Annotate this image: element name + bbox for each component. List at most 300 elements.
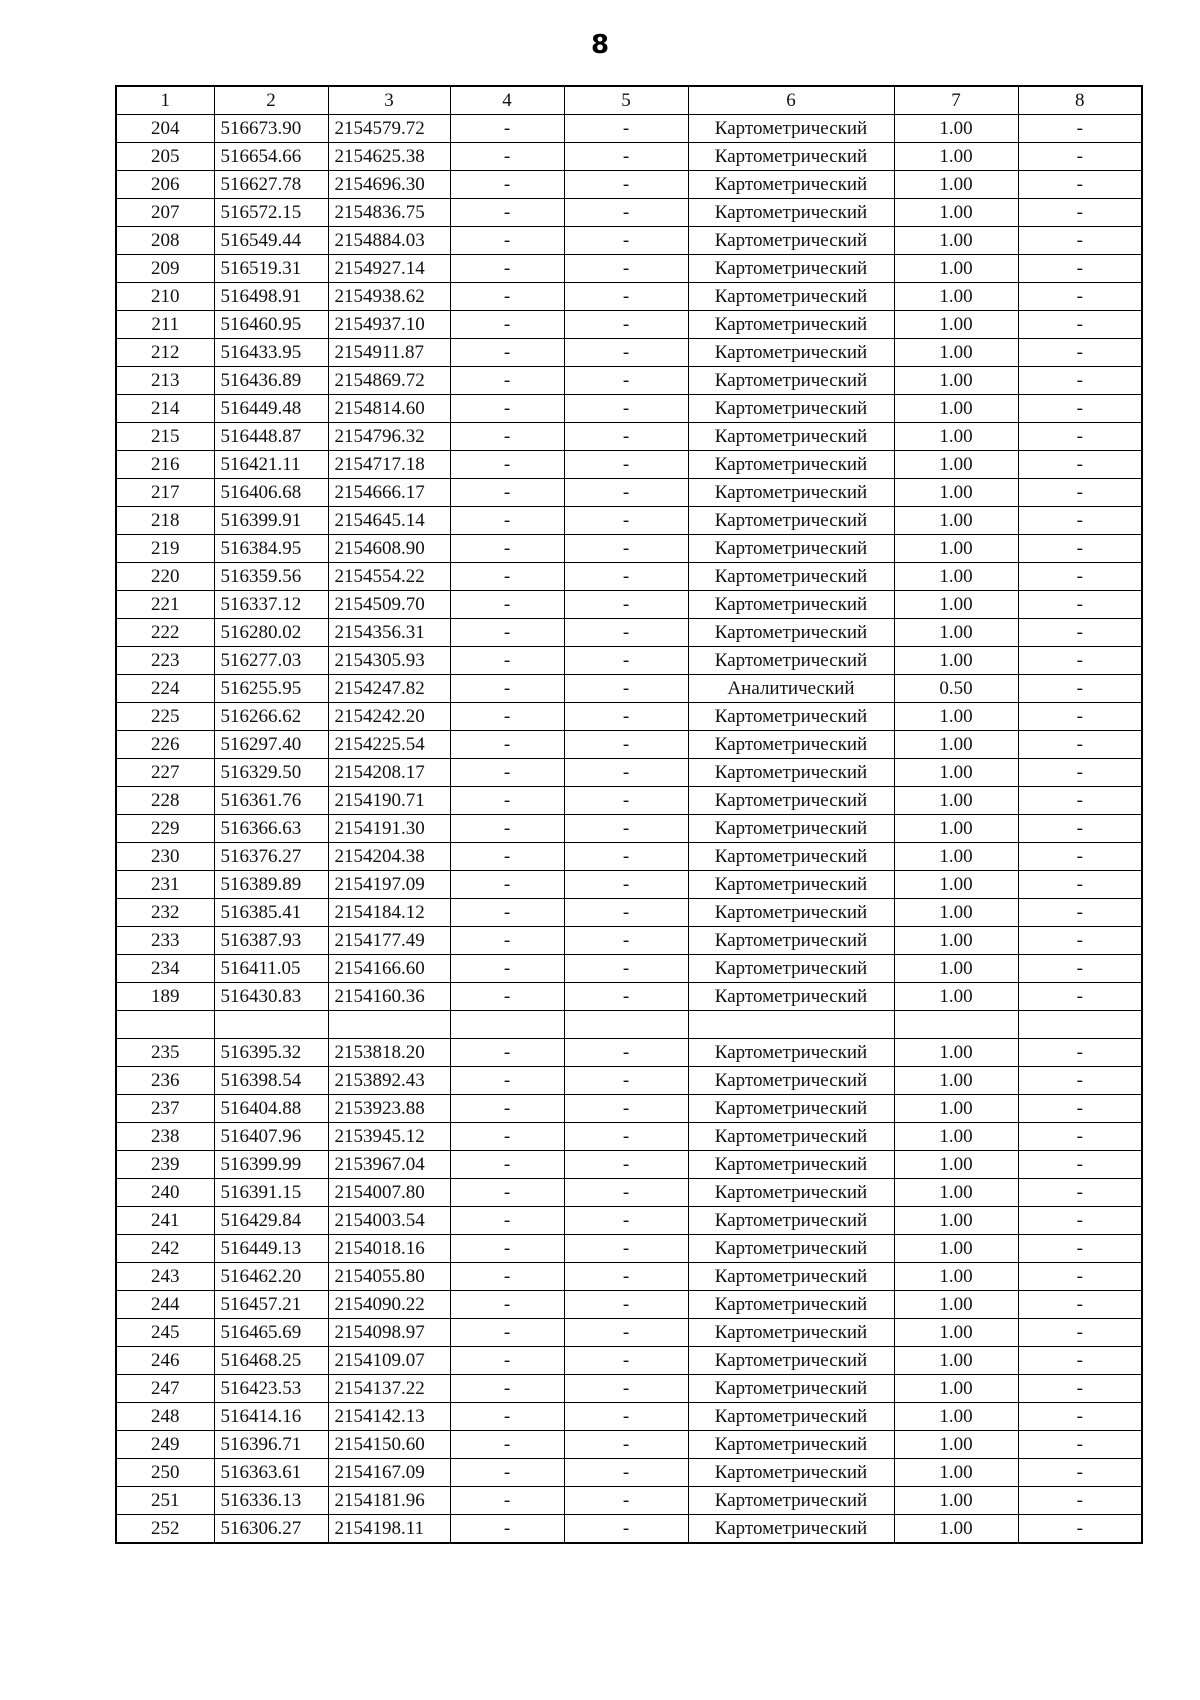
y-coordinate-cell: 2153967.04 (328, 1151, 450, 1179)
col4-cell: - (450, 451, 564, 479)
table-row (116, 899, 1142, 927)
col5-cell: - (564, 1039, 688, 1067)
point-number-cell: 245 (116, 1319, 214, 1347)
y-coordinate-cell: 2154177.49 (328, 927, 450, 955)
method-cell: Картометрический (688, 1459, 894, 1487)
y-coordinate-cell: 2154911.87 (328, 339, 450, 367)
col5-cell: - (564, 395, 688, 423)
col4-cell: - (450, 759, 564, 787)
method-cell: Картометрический (688, 143, 894, 171)
table-row (116, 759, 1142, 787)
y-coordinate-cell: 2154836.75 (328, 199, 450, 227)
method-cell: Картометрический (688, 1515, 894, 1544)
col5-cell: - (564, 927, 688, 955)
accuracy-cell: 1.00 (894, 1291, 1018, 1319)
table-row (116, 1291, 1142, 1319)
point-number-cell: 217 (116, 479, 214, 507)
col4-cell: - (450, 1347, 564, 1375)
method-cell: Картометрический (688, 1067, 894, 1095)
x-coordinate-cell: 516465.69 (214, 1319, 328, 1347)
table-row (116, 1487, 1142, 1515)
page-number: 8 (590, 30, 610, 60)
col5-cell: - (564, 1487, 688, 1515)
col8-cell: - (1018, 759, 1142, 787)
accuracy-cell: 1.00 (894, 955, 1018, 983)
table-row (116, 675, 1142, 703)
col8-cell: - (1018, 339, 1142, 367)
col8-cell: - (1018, 227, 1142, 255)
method-cell: Картометрический (688, 451, 894, 479)
col4-cell: - (450, 1263, 564, 1291)
col8-cell: - (1018, 731, 1142, 759)
accuracy-cell: 1.00 (894, 423, 1018, 451)
accuracy-cell: 1.00 (894, 1179, 1018, 1207)
y-coordinate-cell: 2154090.22 (328, 1291, 450, 1319)
x-coordinate-cell: 516430.83 (214, 983, 328, 1011)
col5-cell: - (564, 115, 688, 143)
method-cell: Картометрический (688, 283, 894, 311)
col8-cell: - (1018, 171, 1142, 199)
y-coordinate-cell: 2154109.07 (328, 1347, 450, 1375)
accuracy-cell: 1.00 (894, 787, 1018, 815)
accuracy-cell: 1.00 (894, 507, 1018, 535)
method-cell: Картометрический (688, 1403, 894, 1431)
col4-cell: - (450, 1207, 564, 1235)
x-coordinate-cell: 516449.48 (214, 395, 328, 423)
method-cell: Картометрический (688, 1235, 894, 1263)
column-header: 5 (564, 86, 688, 115)
accuracy-cell: 1.00 (894, 283, 1018, 311)
accuracy-cell: 1.00 (894, 759, 1018, 787)
x-coordinate-cell (214, 1011, 328, 1039)
method-cell: Картометрический (688, 395, 894, 423)
table-row (116, 1375, 1142, 1403)
col4-cell: - (450, 983, 564, 1011)
col8-cell: - (1018, 1179, 1142, 1207)
col8-cell: - (1018, 1067, 1142, 1095)
x-coordinate-cell: 516336.13 (214, 1487, 328, 1515)
accuracy-cell (894, 1011, 1018, 1039)
col4-cell: - (450, 787, 564, 815)
table-row (116, 1319, 1142, 1347)
col5-cell: - (564, 871, 688, 899)
col5-cell: - (564, 1095, 688, 1123)
col5-cell: - (564, 171, 688, 199)
point-number-cell: 238 (116, 1123, 214, 1151)
point-number-cell: 206 (116, 171, 214, 199)
col5-cell: - (564, 955, 688, 983)
col8-cell: - (1018, 1375, 1142, 1403)
y-coordinate-cell: 2154191.30 (328, 815, 450, 843)
method-cell: Картометрический (688, 759, 894, 787)
col8-cell: - (1018, 1487, 1142, 1515)
point-number-cell: 215 (116, 423, 214, 451)
y-coordinate-cell: 2154225.54 (328, 731, 450, 759)
col4-cell: - (450, 1067, 564, 1095)
col5-cell: - (564, 283, 688, 311)
x-coordinate-cell: 516423.53 (214, 1375, 328, 1403)
table-row (116, 1207, 1142, 1235)
col5-cell: - (564, 1123, 688, 1151)
table-row (116, 731, 1142, 759)
col4-cell: - (450, 1487, 564, 1515)
col4-cell: - (450, 1039, 564, 1067)
accuracy-cell: 1.00 (894, 535, 1018, 563)
accuracy-cell: 1.00 (894, 815, 1018, 843)
point-number-cell: 240 (116, 1179, 214, 1207)
method-cell: Картометрический (688, 983, 894, 1011)
col8-cell: - (1018, 647, 1142, 675)
col4-cell: - (450, 535, 564, 563)
table-row (116, 843, 1142, 871)
method-cell: Картометрический (688, 227, 894, 255)
table-row (116, 367, 1142, 395)
x-coordinate-cell: 516572.15 (214, 199, 328, 227)
col8-cell: - (1018, 1207, 1142, 1235)
col5-cell: - (564, 759, 688, 787)
table-row (116, 311, 1142, 339)
y-coordinate-cell: 2154937.10 (328, 311, 450, 339)
col8-cell: - (1018, 115, 1142, 143)
method-cell: Картометрический (688, 339, 894, 367)
x-coordinate-cell: 516363.61 (214, 1459, 328, 1487)
col4-cell: - (450, 1459, 564, 1487)
col8-cell: - (1018, 815, 1142, 843)
point-number-cell: 219 (116, 535, 214, 563)
y-coordinate-cell: 2154007.80 (328, 1179, 450, 1207)
table-row (116, 927, 1142, 955)
col8-cell: - (1018, 311, 1142, 339)
table-row (116, 451, 1142, 479)
y-coordinate-cell: 2154003.54 (328, 1207, 450, 1235)
y-coordinate-cell: 2154305.93 (328, 647, 450, 675)
col4-cell: - (450, 1095, 564, 1123)
y-coordinate-cell: 2154696.30 (328, 171, 450, 199)
y-coordinate-cell: 2154098.97 (328, 1319, 450, 1347)
table-row (116, 1123, 1142, 1151)
y-coordinate-cell: 2154160.36 (328, 983, 450, 1011)
col4-cell: - (450, 1291, 564, 1319)
accuracy-cell: 1.00 (894, 563, 1018, 591)
point-number-cell: 220 (116, 563, 214, 591)
column-header: 7 (894, 86, 1018, 115)
x-coordinate-cell: 516384.95 (214, 535, 328, 563)
col8-cell: - (1018, 871, 1142, 899)
col5-cell: - (564, 899, 688, 927)
y-coordinate-cell: 2154208.17 (328, 759, 450, 787)
point-number-cell (116, 1011, 214, 1039)
y-coordinate-cell: 2154884.03 (328, 227, 450, 255)
y-coordinate-cell: 2154150.60 (328, 1431, 450, 1459)
method-cell: Картометрический (688, 731, 894, 759)
col8-cell (1018, 1011, 1142, 1039)
col8-cell: - (1018, 1459, 1142, 1487)
x-coordinate-cell: 516396.71 (214, 1431, 328, 1459)
method-cell: Аналитический (688, 675, 894, 703)
col4-cell: - (450, 619, 564, 647)
col4-cell: - (450, 1375, 564, 1403)
col5-cell: - (564, 367, 688, 395)
col4-cell: - (450, 1515, 564, 1544)
y-coordinate-cell: 2154142.13 (328, 1403, 450, 1431)
x-coordinate-cell: 516306.27 (214, 1515, 328, 1544)
accuracy-cell: 1.00 (894, 731, 1018, 759)
y-coordinate-cell: 2154796.32 (328, 423, 450, 451)
method-cell: Картометрический (688, 1487, 894, 1515)
method-cell: Картометрический (688, 1291, 894, 1319)
accuracy-cell: 1.00 (894, 255, 1018, 283)
point-number-cell: 226 (116, 731, 214, 759)
x-coordinate-cell: 516433.95 (214, 339, 328, 367)
table-row (116, 395, 1142, 423)
col5-cell: - (564, 1403, 688, 1431)
x-coordinate-cell: 516366.63 (214, 815, 328, 843)
y-coordinate-cell: 2153923.88 (328, 1095, 450, 1123)
y-coordinate-cell: 2154927.14 (328, 255, 450, 283)
x-coordinate-cell: 516255.95 (214, 675, 328, 703)
method-cell: Картометрический (688, 507, 894, 535)
method-cell: Картометрический (688, 647, 894, 675)
method-cell: Картометрический (688, 367, 894, 395)
col8-cell: - (1018, 479, 1142, 507)
y-coordinate-cell: 2154356.31 (328, 619, 450, 647)
x-coordinate-cell: 516391.15 (214, 1179, 328, 1207)
accuracy-cell: 1.00 (894, 591, 1018, 619)
point-number-cell: 250 (116, 1459, 214, 1487)
method-cell: Картометрический (688, 1207, 894, 1235)
col4-cell: - (450, 311, 564, 339)
method-cell: Картометрический (688, 535, 894, 563)
col5-cell: - (564, 1319, 688, 1347)
x-coordinate-cell: 516406.68 (214, 479, 328, 507)
col8-cell: - (1018, 591, 1142, 619)
table-row (116, 955, 1142, 983)
col8-cell: - (1018, 927, 1142, 955)
accuracy-cell: 1.00 (894, 1347, 1018, 1375)
col5-cell: - (564, 843, 688, 871)
y-coordinate-cell: 2154184.12 (328, 899, 450, 927)
y-coordinate-cell: 2154938.62 (328, 283, 450, 311)
col4-cell (450, 1011, 564, 1039)
col4-cell: - (450, 1403, 564, 1431)
x-coordinate-cell: 516414.16 (214, 1403, 328, 1431)
accuracy-cell: 1.00 (894, 1039, 1018, 1067)
method-cell: Картометрический (688, 619, 894, 647)
col4-cell: - (450, 927, 564, 955)
point-number-cell: 248 (116, 1403, 214, 1431)
col4-cell: - (450, 423, 564, 451)
col4-cell: - (450, 703, 564, 731)
point-number-cell: 229 (116, 815, 214, 843)
point-number-cell: 225 (116, 703, 214, 731)
x-coordinate-cell: 516468.25 (214, 1347, 328, 1375)
col5-cell: - (564, 423, 688, 451)
method-cell (688, 1011, 894, 1039)
x-coordinate-cell: 516398.54 (214, 1067, 328, 1095)
x-coordinate-cell: 516460.95 (214, 311, 328, 339)
col4-cell: - (450, 591, 564, 619)
col5-cell: - (564, 339, 688, 367)
accuracy-cell: 1.00 (894, 1067, 1018, 1095)
col5-cell: - (564, 1459, 688, 1487)
x-coordinate-cell: 516627.78 (214, 171, 328, 199)
accuracy-cell: 1.00 (894, 227, 1018, 255)
y-coordinate-cell: 2154869.72 (328, 367, 450, 395)
method-cell: Картометрический (688, 927, 894, 955)
table-header-row (116, 86, 1142, 115)
y-coordinate-cell: 2154166.60 (328, 955, 450, 983)
x-coordinate-cell: 516399.91 (214, 507, 328, 535)
column-header: 1 (116, 86, 214, 115)
table-row (116, 1431, 1142, 1459)
x-coordinate-cell: 516407.96 (214, 1123, 328, 1151)
col8-cell: - (1018, 843, 1142, 871)
col4-cell: - (450, 143, 564, 171)
accuracy-cell: 1.00 (894, 1263, 1018, 1291)
col8-cell: - (1018, 563, 1142, 591)
table-row (116, 1095, 1142, 1123)
col4-cell: - (450, 367, 564, 395)
method-cell: Картометрический (688, 1263, 894, 1291)
col4-cell: - (450, 1151, 564, 1179)
table-row (116, 1263, 1142, 1291)
table-row (116, 647, 1142, 675)
col5-cell: - (564, 1235, 688, 1263)
col8-cell: - (1018, 1235, 1142, 1263)
col4-cell: - (450, 227, 564, 255)
col4-cell: - (450, 255, 564, 283)
col5-cell: - (564, 1151, 688, 1179)
table-row (116, 283, 1142, 311)
table-row (116, 1067, 1142, 1095)
col8-cell: - (1018, 899, 1142, 927)
table-row (116, 591, 1142, 619)
accuracy-cell: 1.00 (894, 1095, 1018, 1123)
point-number-cell: 236 (116, 1067, 214, 1095)
point-number-cell: 218 (116, 507, 214, 535)
col5-cell: - (564, 983, 688, 1011)
col8-cell: - (1018, 1151, 1142, 1179)
column-header: 4 (450, 86, 564, 115)
x-coordinate-cell: 516266.62 (214, 703, 328, 731)
col5-cell: - (564, 731, 688, 759)
col8-cell: - (1018, 143, 1142, 171)
col8-cell: - (1018, 199, 1142, 227)
accuracy-cell: 1.00 (894, 647, 1018, 675)
col5-cell: - (564, 591, 688, 619)
col5-cell: - (564, 1067, 688, 1095)
col4-cell: - (450, 675, 564, 703)
accuracy-cell: 1.00 (894, 1375, 1018, 1403)
x-coordinate-cell: 516359.56 (214, 563, 328, 591)
table-row (116, 1039, 1142, 1067)
col4-cell: - (450, 395, 564, 423)
col8-cell: - (1018, 1403, 1142, 1431)
table-row (116, 703, 1142, 731)
point-number-cell: 231 (116, 871, 214, 899)
point-number-cell: 213 (116, 367, 214, 395)
method-cell: Картометрический (688, 787, 894, 815)
accuracy-cell: 1.00 (894, 983, 1018, 1011)
point-number-cell: 222 (116, 619, 214, 647)
col5-cell: - (564, 451, 688, 479)
accuracy-cell: 1.00 (894, 899, 1018, 927)
col4-cell: - (450, 507, 564, 535)
accuracy-cell: 1.00 (894, 1487, 1018, 1515)
method-cell: Картометрический (688, 171, 894, 199)
col5-cell: - (564, 255, 688, 283)
col4-cell: - (450, 815, 564, 843)
col8-cell: - (1018, 1095, 1142, 1123)
x-coordinate-cell: 516457.21 (214, 1291, 328, 1319)
x-coordinate-cell: 516385.41 (214, 899, 328, 927)
table-row (116, 787, 1142, 815)
col5-cell: - (564, 647, 688, 675)
col4-cell: - (450, 731, 564, 759)
y-coordinate-cell: 2154190.71 (328, 787, 450, 815)
y-coordinate-cell: 2154608.90 (328, 535, 450, 563)
x-coordinate-cell: 516337.12 (214, 591, 328, 619)
col5-cell: - (564, 1291, 688, 1319)
method-cell: Картометрический (688, 479, 894, 507)
accuracy-cell: 1.00 (894, 1515, 1018, 1544)
point-number-cell: 216 (116, 451, 214, 479)
point-number-cell: 211 (116, 311, 214, 339)
col4-cell: - (450, 199, 564, 227)
col5-cell: - (564, 1515, 688, 1544)
y-coordinate-cell: 2154018.16 (328, 1235, 450, 1263)
point-number-cell: 204 (116, 115, 214, 143)
x-coordinate-cell: 516462.20 (214, 1263, 328, 1291)
table-row (116, 815, 1142, 843)
col4-cell: - (450, 843, 564, 871)
col4-cell: - (450, 171, 564, 199)
col8-cell: - (1018, 283, 1142, 311)
col5-cell: - (564, 479, 688, 507)
point-number-cell: 223 (116, 647, 214, 675)
x-coordinate-cell: 516411.05 (214, 955, 328, 983)
x-coordinate-cell: 516519.31 (214, 255, 328, 283)
x-coordinate-cell: 516376.27 (214, 843, 328, 871)
col4-cell: - (450, 339, 564, 367)
method-cell: Картометрический (688, 703, 894, 731)
col4-cell: - (450, 1431, 564, 1459)
x-coordinate-cell: 516673.90 (214, 115, 328, 143)
col5-cell: - (564, 1207, 688, 1235)
x-coordinate-cell: 516395.32 (214, 1039, 328, 1067)
table-row (116, 1179, 1142, 1207)
col5-cell (564, 1011, 688, 1039)
table-row (116, 255, 1142, 283)
accuracy-cell: 0.50 (894, 675, 1018, 703)
column-header: 3 (328, 86, 450, 115)
table-row (116, 1011, 1142, 1039)
method-cell: Картометрический (688, 1095, 894, 1123)
table-row (116, 339, 1142, 367)
method-cell: Картометрический (688, 1347, 894, 1375)
accuracy-cell: 1.00 (894, 871, 1018, 899)
col4-cell: - (450, 1123, 564, 1151)
col8-cell: - (1018, 983, 1142, 1011)
accuracy-cell: 1.00 (894, 311, 1018, 339)
point-number-cell: 251 (116, 1487, 214, 1515)
point-number-cell: 209 (116, 255, 214, 283)
method-cell: Картометрический (688, 1123, 894, 1151)
point-number-cell: 233 (116, 927, 214, 955)
col5-cell: - (564, 619, 688, 647)
accuracy-cell: 1.00 (894, 339, 1018, 367)
accuracy-cell: 1.00 (894, 199, 1018, 227)
